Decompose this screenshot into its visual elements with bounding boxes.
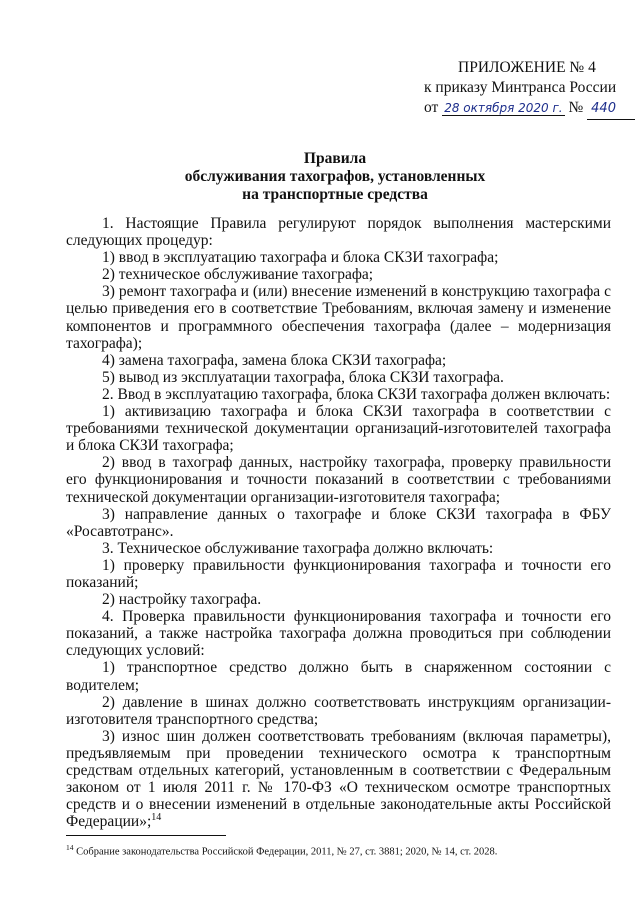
handwritten-number: 440 [587, 99, 635, 120]
footnote-marker: 14 [66, 843, 74, 852]
footnote-text: Собрание законодательства Российской Федерации, 2011, № 27, ст. 3881; 2020, № 14, ст. 2028. [76, 846, 498, 858]
title-line-3: на транспортные средства [242, 186, 428, 203]
paragraph: 1. Настоящие Правила регулируют порядок выполнения мастерскими следующих процедур: [66, 215, 611, 250]
appendix-header [424, 58, 617, 120]
paragraph: 4. Проверка правильности функционирования тахографа и точности его показаний, а также настройка тахографа должна проводиться при соблюдении следующих условий: [66, 608, 611, 660]
order-date-number [424, 98, 614, 120]
paragraph: 2) давление в шинах должно соответствовать инструкциям организации-изготовителя транспортного средства; [66, 693, 611, 728]
paragraph: 3. Техническое обслуживание тахографа должно включать: [102, 539, 494, 557]
paragraph: 1) транспортное средство должно быть в снаряженном состоянии с водителем; [66, 659, 611, 694]
footnote-reference: 14 [151, 812, 162, 824]
paragraph: 2) настройку тахографа. [102, 591, 262, 609]
paragraph-with-footnote [66, 728, 611, 831]
paragraph: 1) ввод в эксплуатацию тахографа и блока СКЗИ тахографа; [102, 249, 499, 267]
paragraph: 2) техническое обслуживание тахографа; [102, 266, 374, 284]
paragraph: 3) ремонт тахографа и (или) внесение изменений в конструкцию тахографа с целью приведения его в соответствие Требованиям, включая замену и изменение компонентов и программного обеспечения тахографа (далее – модернизация тахографа); [66, 283, 611, 352]
document-body [66, 215, 611, 830]
paragraph-text: 3) износ шин должен соответствовать требованиям (включая параметры), предъявляемым при проведении технического осмотра к транспортным средствам отдельных категорий, установленным в соответствии с Федеральным законом от 1 июля 2011 г. № 170-ФЗ «О техническом осмотре транспортных средств и о внесении изменений в отдельные законодательные акты Российской Федерации»; [66, 727, 611, 831]
paragraph: 2. Ввод в эксплуатацию тахографа, блока СКЗИ тахографа должен включать: [102, 385, 611, 403]
date-prefix: от [424, 99, 439, 116]
paragraph: 4) замена тахографа, замена блока СКЗИ тахографа; [102, 351, 447, 369]
paragraph: 3) направление данных о тахографе и блоке СКЗИ тахографа в ФБУ «Росавтотранс». [66, 505, 611, 540]
footnote [66, 841, 616, 859]
paragraph: 5) вывод из эксплуатации тахографа, блока СКЗИ тахографа. [102, 368, 504, 386]
document-title [70, 150, 600, 204]
title-line-1: Правила [303, 150, 367, 167]
handwritten-date: 28 октября 2020 г. [444, 101, 563, 115]
number-prefix: № [568, 99, 584, 116]
appendix-title: ПРИЛОЖЕНИЕ № 4 [458, 59, 596, 76]
paragraph: 1) активизацию тахографа и блока СКЗИ тахографа в соответствии с требованиями технической документации организаций-изготовителей тахографа и блока СКЗИ тахографа; [66, 403, 611, 455]
paragraph: 2) ввод в тахограф данных, настройку тахографа, проверку правильности его функционирования и точности показаний в соответствии с требованиями технической документации организации-изготовителя тахографа; [66, 454, 611, 506]
order-reference: к приказу Минтранса России [424, 79, 617, 96]
title-line-2: обслуживания тахографов, установленных [184, 168, 486, 185]
paragraph: 1) проверку правильности функционирования тахографа и точности его показаний; [66, 556, 611, 591]
footnote-divider [66, 835, 226, 836]
